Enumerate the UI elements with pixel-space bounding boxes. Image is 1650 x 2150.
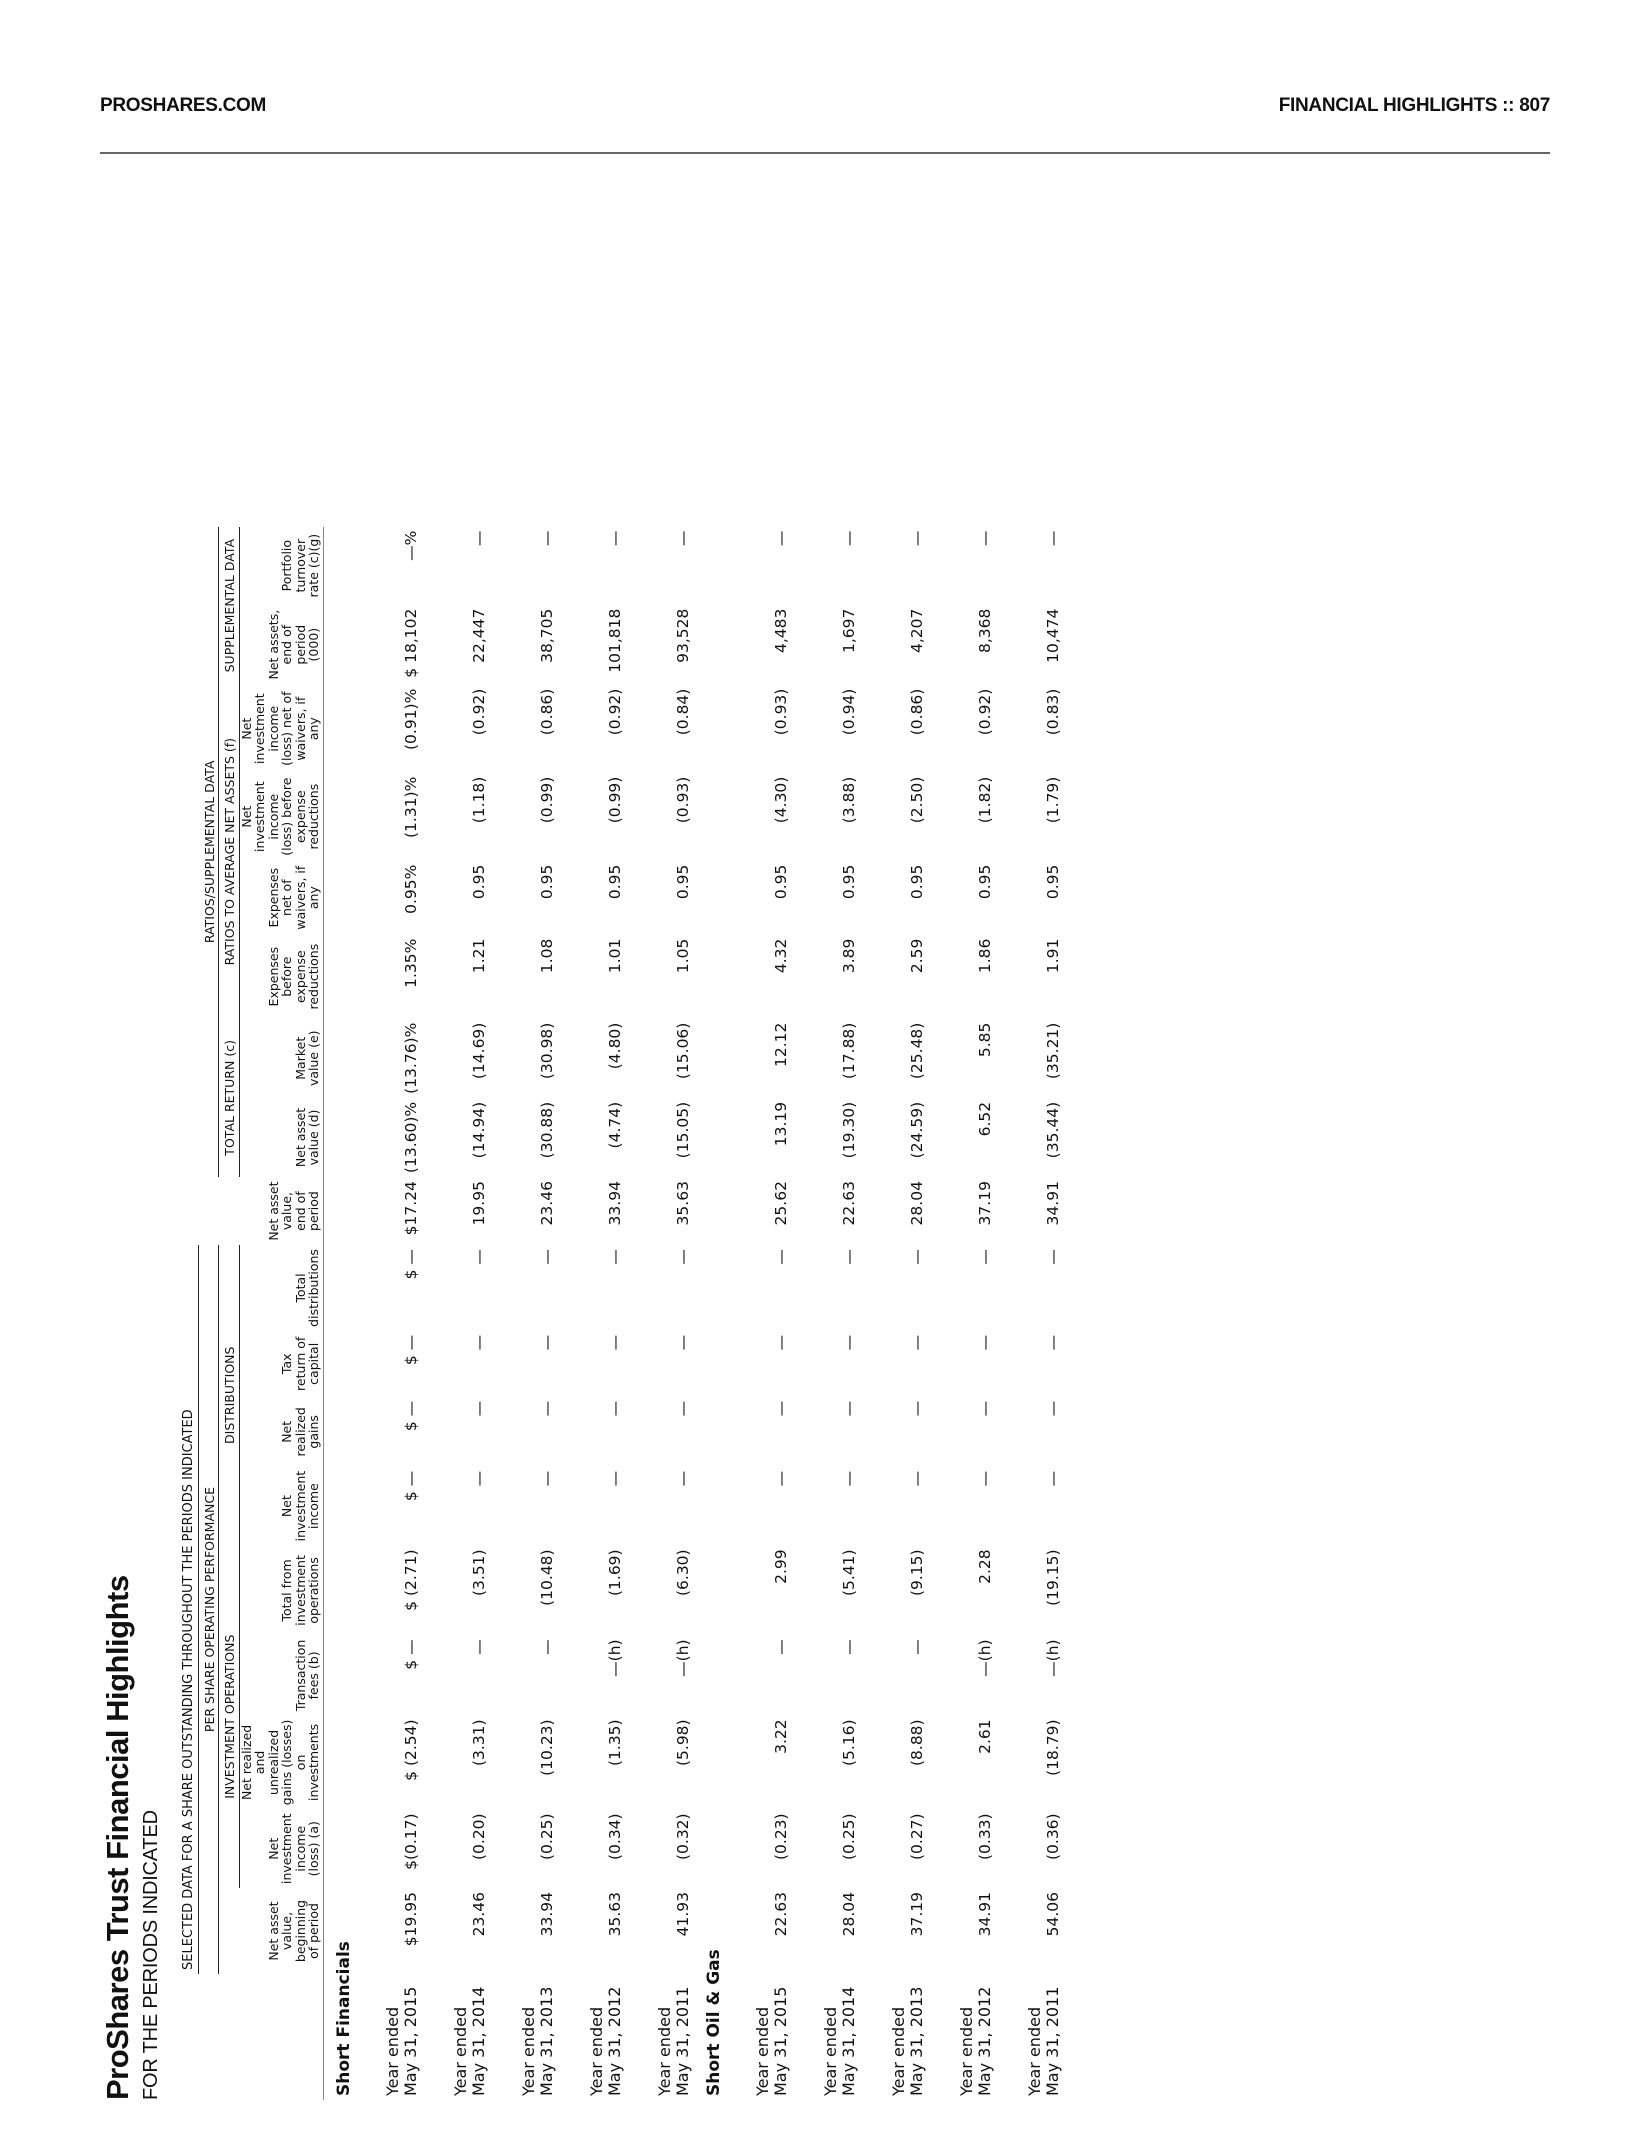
table-cell: 22.63 (771, 1892, 790, 1937)
table-cell: — (673, 1334, 692, 1351)
table-cell: (24.59) (907, 1101, 926, 1159)
table-cell: — (975, 1249, 994, 1265)
table-cell: — (771, 1470, 790, 1487)
table-row (928, 527, 996, 2100)
table-cell: — (907, 1249, 926, 1265)
table-cell: — (907, 1400, 926, 1417)
column-header: Expenses net of waivers, if any (239, 861, 323, 935)
column-header: Net realized gains (239, 1397, 323, 1467)
table-row (724, 527, 792, 2100)
table-cell: (5.98) (673, 1719, 692, 1767)
table-cell: 34.91 (1043, 1181, 1062, 1226)
period-label: Year ended May 31, 2015 (752, 1986, 790, 2096)
column-header: Net investment income (loss) before expense reductions (239, 773, 323, 861)
column-header: Net assets, end of period (000) (239, 605, 323, 685)
table-row (354, 527, 422, 2100)
table-cell: (0.23) (771, 1813, 790, 1861)
table-cell: (17.88) (839, 1022, 858, 1080)
column-header: Net asset value, beginning of period (239, 1888, 323, 1974)
period-label: Year ended May 31, 2013 (518, 1986, 556, 2096)
table-row (422, 527, 490, 2100)
table-cell: — (975, 530, 994, 547)
table-cell: — (673, 1400, 692, 1417)
table-cell: — (975, 1470, 994, 1487)
column-header: Net asset value (d) (239, 1098, 323, 1177)
table-cell: — (839, 1639, 858, 1655)
table-cell: (0.93) (673, 776, 692, 824)
table-cell: (15.06) (673, 1022, 692, 1080)
section-row (694, 527, 724, 2100)
table-cell: 1.91 (1043, 938, 1062, 974)
table-cell: — (907, 530, 926, 547)
table-cell: $ (2.71) (401, 1549, 420, 1611)
table-cell: (0.86) (907, 688, 926, 736)
table-cell: 0.95 (605, 864, 624, 900)
period-label: Year ended May 31, 2012 (586, 1986, 624, 2096)
table-cell: (4.74) (605, 1101, 624, 1149)
table-cell: 0.95% (401, 864, 420, 914)
table-cell: —(h) (1043, 1639, 1062, 1677)
table-cell: — (907, 1470, 926, 1487)
column-header: Net investment income (loss) (a) (239, 1809, 323, 1888)
table-cell: (30.98) (537, 1022, 556, 1080)
period-label: Year ended May 31, 2015 (382, 1986, 420, 2096)
section-name: Short Oil & Gas (703, 1949, 724, 2096)
financial-highlights-table (180, 527, 1064, 2100)
table-cell: (0.84) (673, 688, 692, 736)
table-cell: (1.35) (605, 1719, 624, 1767)
table-cell: 22,447 (469, 608, 488, 663)
table-cell: 93,528 (673, 608, 692, 663)
table-cell: (6.30) (673, 1549, 692, 1597)
table-cell: 1,697 (839, 608, 858, 654)
table-cell: 19.95 (469, 1181, 488, 1226)
table-cell: $19.95 (401, 1892, 420, 1947)
table-cell: (0.25) (537, 1813, 556, 1861)
table-cell: $(0.17) (401, 1813, 420, 1870)
section-name: Short Financials (333, 1941, 354, 2096)
table-cell: 34.91 (975, 1892, 994, 1937)
table-cell: — (469, 1470, 488, 1487)
table-cell: — (839, 1470, 858, 1487)
column-header: Net asset value, end of period (239, 1177, 323, 1245)
table-cell: (3.31) (469, 1719, 488, 1767)
table-row (558, 527, 626, 2100)
page-number: 807 (1519, 95, 1550, 116)
column-header: Market value (e) (239, 1019, 323, 1098)
table-cell: 0.95 (975, 864, 994, 900)
table-cell: $ — (401, 1639, 420, 1670)
table-cell: — (1043, 1249, 1062, 1265)
table-cell: $17.24 (401, 1181, 420, 1236)
table-cell: 0.95 (469, 864, 488, 900)
table-cell: — (771, 1249, 790, 1265)
table-cell: (10.48) (537, 1549, 556, 1606)
table-cell: (13.60)% (401, 1101, 420, 1174)
table-cell: — (469, 1334, 488, 1351)
table-cell: 4.32 (771, 938, 790, 974)
table-cell: — (975, 1400, 994, 1417)
site-name: PROSHARES.COM (100, 95, 267, 116)
table-row (860, 527, 928, 2100)
column-header: Total distributions (239, 1245, 323, 1331)
period-label: Year ended May 31, 2014 (820, 1986, 858, 2096)
table-cell: (30.88) (537, 1101, 556, 1159)
rotated-content (100, 150, 1560, 2100)
table-cell: — (1043, 1334, 1062, 1351)
column-header: Net investment income (239, 1467, 323, 1546)
table-cell: (4.80) (605, 1022, 624, 1070)
table-cell: 54.06 (1043, 1892, 1062, 1937)
table-cell: — (907, 1334, 926, 1351)
table-cell: — (537, 1400, 556, 1417)
table-cell: (5.41) (839, 1549, 858, 1597)
table-cell: — (1043, 530, 1062, 547)
table-cell: 3.89 (839, 938, 858, 974)
table-cell: 0.95 (907, 864, 926, 900)
table-cell: (1.31)% (401, 776, 420, 838)
table-cell: 101,818 (605, 608, 624, 673)
group-distributions: DISTRIBUTIONS (219, 1245, 240, 1545)
table-cell: 8,368 (975, 608, 994, 654)
table-cell: — (907, 1639, 926, 1655)
table-cell: 0.95 (537, 864, 556, 900)
table-cell: — (605, 1334, 624, 1351)
column-header: Portfolio turnover rate (c)(g) (239, 527, 323, 605)
group-per-share: PER SHARE OPERATING PERFORMANCE (198, 1245, 219, 1974)
table-cell: (0.93) (771, 688, 790, 736)
table-cell: 5.85 (975, 1022, 994, 1058)
table-cell: 38,705 (537, 608, 556, 663)
period-label: Year ended May 31, 2011 (654, 1986, 692, 2096)
period-label: Year ended May 31, 2014 (450, 1986, 488, 2096)
table-cell: (19.15) (1043, 1549, 1062, 1606)
table-cell: —(h) (605, 1639, 624, 1677)
table-cell: 35.63 (605, 1892, 624, 1937)
table-cell: (2.50) (907, 776, 926, 824)
table-cell: — (673, 530, 692, 547)
table-cell: 4,483 (771, 608, 790, 654)
table-cell: 0.95 (771, 864, 790, 900)
table-cell: — (537, 1639, 556, 1655)
period-label: Year ended May 31, 2012 (956, 1986, 994, 2096)
table-cell: — (771, 1639, 790, 1655)
table-cell: (1.69) (605, 1549, 624, 1597)
table-row (626, 527, 694, 2100)
table-cell: (0.91)% (401, 688, 420, 750)
table-cell: 37.19 (975, 1181, 994, 1226)
table-cell: 12.12 (771, 1022, 790, 1068)
table-cell: (5.16) (839, 1719, 858, 1767)
column-header: Tax return of capital (239, 1331, 323, 1397)
table-cell: (1.82) (975, 776, 994, 824)
table-cell: — (975, 1334, 994, 1351)
table-cell: — (537, 1249, 556, 1265)
table-cell: — (537, 1334, 556, 1351)
table-cell: 1.35% (401, 938, 420, 988)
column-header: Net realized and unrealized gains (losses) on investments (239, 1715, 323, 1809)
page-header-right (1279, 95, 1550, 117)
table-cell: (4.30) (771, 776, 790, 824)
table-cell: — (605, 1470, 624, 1487)
table-cell: (3.51) (469, 1549, 488, 1597)
table-cell: 28.04 (907, 1181, 926, 1226)
table-cell: (14.94) (469, 1101, 488, 1159)
table-cell: 0.95 (839, 864, 858, 900)
table-cell: — (839, 530, 858, 547)
table-cell: — (469, 530, 488, 547)
table-cell: — (605, 1400, 624, 1417)
table-cell: — (1043, 1470, 1062, 1487)
table-cell: 6.52 (975, 1101, 994, 1137)
column-header: Total from investment operations (239, 1545, 323, 1635)
table-cell: (0.27) (907, 1813, 926, 1861)
table-cell: (0.94) (839, 688, 858, 736)
table-cell: 25.62 (771, 1181, 790, 1226)
table-cell: 22.63 (839, 1181, 858, 1226)
page-title: ProShares Trust Financial Highlights (100, 1575, 135, 2100)
column-header: Net investment income (loss) net of waivers, if any (239, 685, 323, 773)
group-supplemental: SUPPLEMENTAL DATA (219, 527, 240, 685)
table-cell: —(h) (975, 1639, 994, 1677)
table-cell: (35.44) (1043, 1101, 1062, 1159)
group-ratios-avg: RATIOS TO AVERAGE NET ASSETS (f) (219, 685, 240, 1019)
table-cell: (9.15) (907, 1549, 926, 1597)
table-cell: — (469, 1249, 488, 1265)
column-header: Expenses before expense reductions (239, 935, 323, 1019)
table-cell: — (673, 1470, 692, 1487)
table-row (792, 527, 860, 2100)
group-investment-operations: INVESTMENT OPERATIONS (219, 1545, 240, 1888)
table-cell: — (839, 1400, 858, 1417)
table-cell: 1.21 (469, 938, 488, 974)
table-cell: $ — (401, 1334, 420, 1366)
table-cell: —(h) (673, 1639, 692, 1677)
group-total-return: TOTAL RETURN (c) (219, 1019, 240, 1177)
table-cell: (0.25) (839, 1813, 858, 1861)
table-cell: — (1043, 1400, 1062, 1417)
table-cell: — (469, 1639, 488, 1655)
table-cell: (0.92) (975, 688, 994, 736)
period-label: Year ended May 31, 2011 (1024, 1986, 1062, 2096)
table-cell: — (537, 1470, 556, 1487)
table-cell: $ (2.54) (401, 1719, 420, 1781)
super-header: SELECTED DATA FOR A SHARE OUTSTANDING THROUGHOUT THE PERIODS INDICATED (180, 1245, 198, 1974)
group-ratios-supplemental: RATIOS/SUPPLEMENTAL DATA (198, 527, 219, 1177)
table-cell: (15.05) (673, 1101, 692, 1159)
table-cell: (0.32) (673, 1813, 692, 1861)
table-cell: 37.19 (907, 1892, 926, 1937)
table-cell: — (537, 530, 556, 547)
table-cell: — (839, 1334, 858, 1351)
table-cell: — (673, 1249, 692, 1265)
table-cell: (14.69) (469, 1022, 488, 1080)
table-cell: (18.79) (1043, 1719, 1062, 1776)
page-subtitle: FOR THE PERIODS INDICATED (140, 1810, 162, 2100)
table-cell: 1.01 (605, 938, 624, 974)
table-cell: (8.88) (907, 1719, 926, 1767)
table-cell: (10.23) (537, 1719, 556, 1776)
row-label-header (239, 1974, 323, 2100)
table-cell: $ — (401, 1400, 420, 1432)
table-cell: (0.99) (605, 776, 624, 824)
table-cell: 41.93 (673, 1892, 692, 1937)
section-label: FINANCIAL HIGHLIGHTS :: (1278, 95, 1515, 116)
table-cell: 2.28 (975, 1549, 994, 1584)
table-cell: 1.08 (537, 938, 556, 974)
table-cell: $ — (401, 1249, 420, 1280)
table-cell: (0.92) (605, 688, 624, 736)
section-row (323, 527, 354, 2100)
table-cell: 33.94 (605, 1181, 624, 1226)
table-cell: (0.92) (469, 688, 488, 736)
table-cell: 2.59 (907, 938, 926, 974)
table-cell: 10,474 (1043, 608, 1062, 663)
table-row (490, 527, 558, 2100)
table-cell: (0.83) (1043, 688, 1062, 736)
table-cell: — (771, 1400, 790, 1417)
table-cell: (35.21) (1043, 1022, 1062, 1080)
table-cell: — (771, 1334, 790, 1351)
table-cell: 13.19 (771, 1101, 790, 1147)
table-cell: (0.34) (605, 1813, 624, 1861)
table-cell: — (839, 1249, 858, 1265)
period-label: Year ended May 31, 2013 (888, 1986, 926, 2096)
table-cell: 2.61 (975, 1719, 994, 1754)
table-cell: 2.99 (771, 1549, 790, 1584)
table-cell: 35.63 (673, 1181, 692, 1226)
table-cell: 4,207 (907, 608, 926, 654)
table-cell: (0.36) (1043, 1813, 1062, 1861)
table-cell: 28.04 (839, 1892, 858, 1937)
table-cell: —% (401, 530, 420, 561)
table-cell: 0.95 (1043, 864, 1062, 900)
table-cell: (0.33) (975, 1813, 994, 1861)
table-cell: — (771, 530, 790, 547)
table-cell: (25.48) (907, 1022, 926, 1080)
table-row (996, 527, 1064, 2100)
table-cell: 1.05 (673, 938, 692, 974)
table-cell: 0.95 (673, 864, 692, 900)
table-cell: 1.86 (975, 938, 994, 974)
table-cell: — (605, 1249, 624, 1265)
table-cell: 23.46 (469, 1892, 488, 1937)
column-header: Transaction fees (b) (239, 1635, 323, 1715)
table-cell: (0.20) (469, 1813, 488, 1861)
table-cell: $ 18,102 (401, 608, 420, 678)
table-cell: 3.22 (771, 1719, 790, 1754)
table-cell: (13.76)% (401, 1022, 420, 1094)
table-cell: — (605, 530, 624, 547)
table-cell: 23.46 (537, 1181, 556, 1226)
table-cell: (0.86) (537, 688, 556, 736)
table-cell: (1.18) (469, 776, 488, 824)
table-cell: — (469, 1400, 488, 1417)
table-cell: $ — (401, 1470, 420, 1502)
table-cell: (19.30) (839, 1101, 858, 1159)
table-cell: 33.94 (537, 1892, 556, 1937)
table-cell: (0.99) (537, 776, 556, 824)
table-cell: (1.79) (1043, 776, 1062, 824)
table-cell: (3.88) (839, 776, 858, 824)
